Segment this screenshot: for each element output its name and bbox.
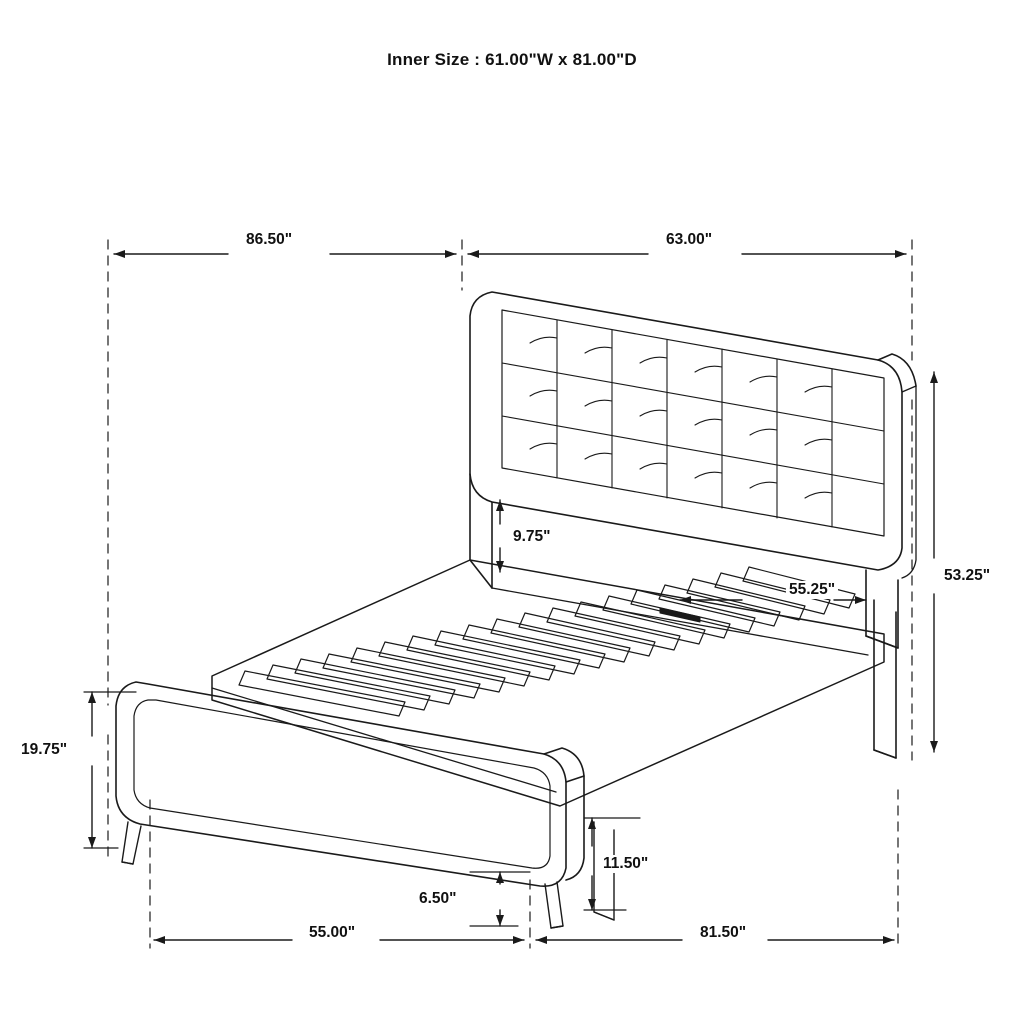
legs <box>122 822 614 928</box>
dimension-label-slat-span: 55.25" <box>786 581 838 599</box>
footboard <box>116 682 584 886</box>
page-title: Inner Size : 61.00"W x 81.00"D <box>387 50 637 69</box>
headboard <box>470 292 916 758</box>
dimension-label-headboard-gap: 9.75" <box>510 528 554 546</box>
dimension-label-footboard-height: 19.75" <box>18 741 70 759</box>
dimension-label-bottom-right: 81.50" <box>697 924 749 942</box>
dimension-label-bottom-left: 55.00" <box>306 924 358 942</box>
dimension-label-leg-height: 11.50" <box>600 855 651 873</box>
slats <box>239 567 855 716</box>
dimension-label-top-right: 63.00" <box>663 231 715 249</box>
dimension-label-right-height: 53.25" <box>941 567 993 585</box>
dimension-label-clearance: 6.50" <box>416 890 460 908</box>
dimension-label-top-left: 86.50" <box>243 231 295 249</box>
bed-frame <box>212 474 898 806</box>
